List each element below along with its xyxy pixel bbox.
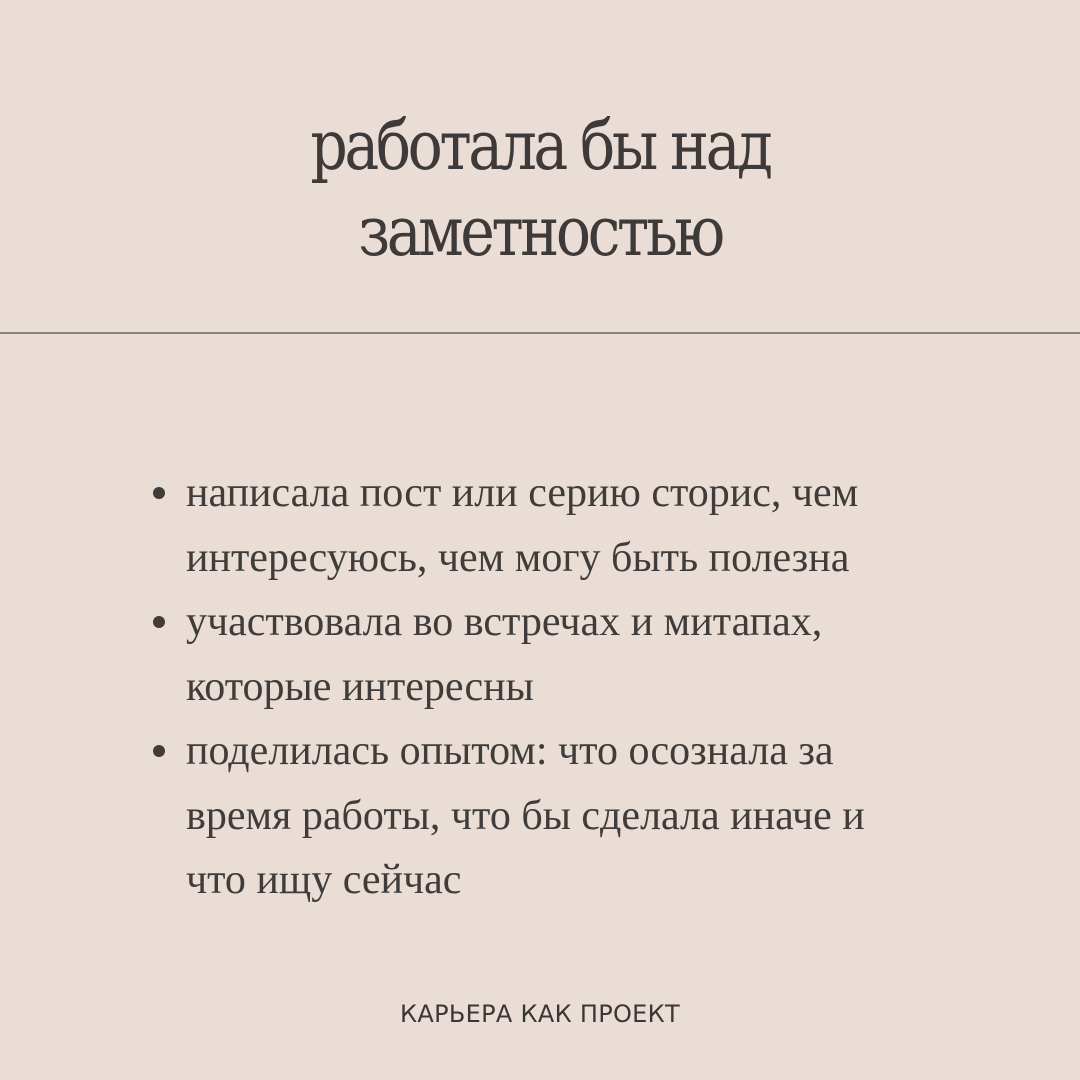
bullet-list	[148, 461, 928, 913]
section-divider	[0, 332, 1080, 334]
title-line-2: заметностью	[358, 193, 722, 272]
bullet-text: поделилась опытом: что осознала за время работы, что бы сделала иначе и что ищу сейчас	[186, 728, 865, 903]
brand-footer: КАРЬЕРА КАК ПРОЕКТ	[400, 1000, 680, 1028]
bullet-item	[148, 590, 928, 719]
bullet-dot-icon	[153, 745, 165, 757]
bullet-dot-icon	[153, 487, 165, 499]
bullet-text: участвовала во встречах и митапах, которые интересны	[186, 599, 823, 710]
bullet-dot-icon	[153, 616, 165, 628]
bullet-item	[148, 461, 928, 590]
bullet-text: написала пост или серию сторис, чем интересуюсь, чем могу быть полезна	[186, 470, 859, 581]
bullet-item	[148, 719, 928, 913]
page-title	[0, 104, 1080, 276]
title-line-1: работала бы над	[310, 107, 770, 186]
